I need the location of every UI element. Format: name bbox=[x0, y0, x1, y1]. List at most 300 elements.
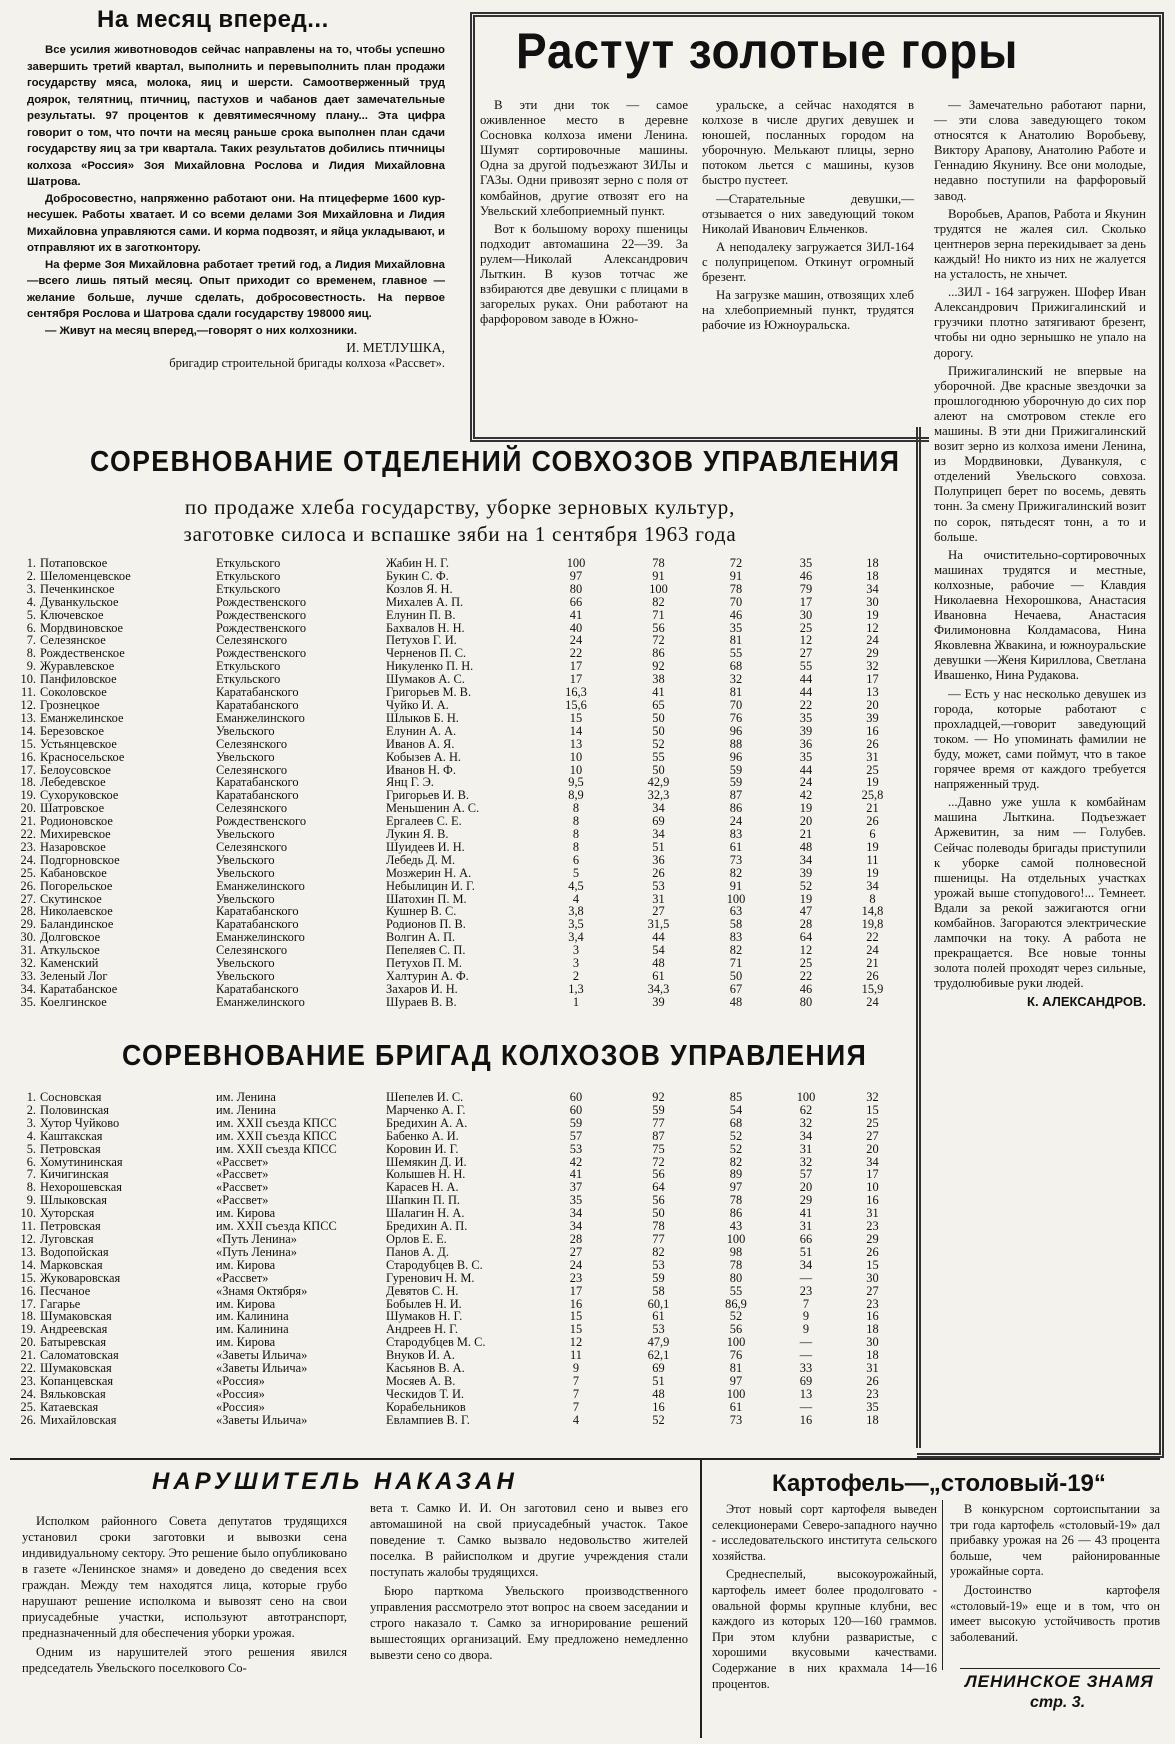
organization: Рождественского bbox=[216, 607, 307, 622]
value-cell: 77 bbox=[652, 1231, 665, 1246]
table-row bbox=[14, 764, 904, 777]
value-cell: 39 bbox=[652, 994, 665, 1009]
value-cell: 87 bbox=[652, 1128, 665, 1143]
paragraph: На ферме Зоя Михайловна работает третий год, а Лидия Михайловна—всего лишь пятый месяц. Опыт приходит со временем, главное —желание больше, лучше сделать, добросовестность. На первое сентября Рослова и Шатрова сдали государству 198000 яиц. bbox=[27, 258, 445, 320]
value-cell: 77 bbox=[652, 1115, 665, 1130]
value-cell: 44 bbox=[799, 685, 813, 700]
value-cell: 61 bbox=[652, 969, 665, 983]
organization: им. Кирова bbox=[216, 1335, 276, 1350]
organization: Еманжелинского bbox=[216, 994, 305, 1009]
value-cell: 31,5 bbox=[647, 917, 670, 932]
value-cell: 41 bbox=[799, 1206, 813, 1221]
row-number: 11. bbox=[20, 685, 36, 700]
value-cell: 71 bbox=[729, 956, 743, 971]
value-cell: 16,3 bbox=[565, 685, 587, 700]
manager: Захаров И. Н. bbox=[386, 981, 458, 996]
value-cell: 34 bbox=[799, 852, 813, 867]
row-number: 10. bbox=[20, 1206, 36, 1221]
organization: им. Ленина bbox=[216, 1090, 276, 1104]
value-cell: 18 bbox=[866, 556, 879, 570]
manager: Черненов П. С. bbox=[386, 646, 467, 661]
table-row bbox=[14, 570, 904, 583]
value-cell: 56 bbox=[652, 1193, 665, 1208]
value-cell: 23 bbox=[866, 1386, 879, 1401]
competition1-subtitle-2: заготовке силоса и вспашке зяби на 1 сентября 1963 года bbox=[183, 522, 737, 546]
row-number: 15. bbox=[20, 1270, 36, 1285]
row-number: 34. bbox=[20, 981, 36, 996]
value-cell: 23 bbox=[866, 1296, 879, 1311]
value-cell: — bbox=[799, 1348, 813, 1363]
table-row bbox=[14, 1117, 904, 1130]
value-cell: 27 bbox=[569, 1244, 583, 1259]
manager: Бредихин А. П. bbox=[386, 1219, 468, 1234]
row-number: 13. bbox=[20, 710, 36, 725]
value-cell: 16 bbox=[652, 1399, 665, 1414]
row-number: 4. bbox=[26, 594, 36, 609]
footer-page-number: стр. 3. bbox=[1030, 1694, 1086, 1711]
organization: Каратабанского bbox=[216, 775, 299, 790]
value-cell: 11 bbox=[570, 1348, 582, 1363]
value-cell: 38 bbox=[652, 672, 665, 687]
unit-name: Шеломенцевское bbox=[40, 568, 131, 583]
value-cell: 61 bbox=[652, 1309, 665, 1324]
value-cell: 86 bbox=[729, 1206, 743, 1221]
row-number: 13. bbox=[20, 1244, 36, 1259]
unit-name: Кичигинская bbox=[40, 1167, 109, 1182]
value-cell: 23 bbox=[799, 1283, 813, 1298]
organization: Селезянского bbox=[216, 633, 288, 648]
value-cell: 80 bbox=[569, 581, 583, 596]
value-cell: 34,3 bbox=[647, 981, 670, 996]
value-cell: 41 bbox=[569, 1167, 583, 1182]
unit-name: Шлыковская bbox=[40, 1193, 107, 1208]
value-cell: 96 bbox=[729, 723, 743, 738]
value-cell: 59 bbox=[652, 1102, 665, 1117]
unit-name: Дуванкульское bbox=[40, 594, 119, 609]
manager: Букин С. Ф. bbox=[386, 568, 449, 583]
unit-name: Скутинское bbox=[40, 891, 102, 906]
row-number: 22. bbox=[20, 827, 36, 842]
unit-name: Зеленый Лог bbox=[40, 969, 108, 983]
unit-name: Копанцевская bbox=[40, 1373, 114, 1388]
organization: «Рассвет» bbox=[216, 1167, 269, 1182]
value-cell: 18 bbox=[866, 1322, 879, 1337]
value-cell: 100 bbox=[726, 1386, 746, 1401]
paragraph: — Есть у нас несколько девушек из города, которые работают с прохладцей,—говорит заведующий током. — Но упоминать фамилии не буду, может, сами поймут, что в такое горячее время от каждого требуется напряженный труд. bbox=[934, 686, 1146, 792]
unit-name: Баландинское bbox=[40, 917, 114, 932]
value-cell: 10 bbox=[866, 1180, 879, 1195]
value-cell: 34 bbox=[569, 1206, 583, 1221]
value-cell: 19 bbox=[866, 775, 879, 790]
manager: Мосяев А. В. bbox=[386, 1373, 456, 1388]
value-cell: 9 bbox=[572, 1361, 580, 1376]
value-cell: 23 bbox=[866, 1219, 879, 1234]
value-cell: 26 bbox=[866, 736, 879, 751]
value-cell: 42 bbox=[569, 1154, 583, 1169]
row-number: 32. bbox=[20, 956, 36, 971]
value-cell: 35 bbox=[799, 710, 813, 725]
value-cell: 80 bbox=[799, 994, 813, 1009]
organization: «Россия» bbox=[216, 1386, 265, 1401]
table-row bbox=[14, 1233, 904, 1246]
manager: Жабин Н. Г. bbox=[386, 556, 449, 570]
organization: им. XXII съезда КПСС bbox=[216, 1219, 337, 1234]
value-cell: 12 bbox=[569, 1335, 583, 1350]
value-cell: 27 bbox=[799, 646, 813, 661]
value-cell: 71 bbox=[652, 607, 665, 622]
value-cell: 76 bbox=[729, 710, 743, 725]
value-cell: 98 bbox=[729, 1244, 743, 1259]
row-number: 9. bbox=[26, 1193, 36, 1208]
unit-name: Лебедевское bbox=[40, 775, 106, 790]
unit-name: Соколовское bbox=[40, 685, 107, 700]
value-cell: 56 bbox=[652, 620, 665, 635]
row-number: 35. bbox=[20, 994, 36, 1009]
row-number: 15. bbox=[20, 736, 36, 751]
paragraph: Воробьев, Арапов, Работа и Якунин трудятся не жалея сил. Сколько центнеров зерна перекидывает за день каждый! Но никто из них не жалуется на усталость, не хнычет. bbox=[934, 206, 1146, 282]
row-number: 19. bbox=[20, 788, 36, 803]
value-cell: 16 bbox=[799, 1412, 813, 1427]
unit-name: Вяльковская bbox=[40, 1386, 106, 1401]
manager: Иванов А. Я. bbox=[386, 736, 455, 751]
row-number: 27. bbox=[20, 891, 36, 906]
paragraph: ...Давно уже ушла к комбайнам машина Лыткина. Подъезжает Аржевитин, за ним — Голубев. Сейчас полеводы бригады приступили к уборке самой полновесной пшеницы. На отдельных участках урожай выше стопудового!... Темнеет. Вдали за рекой зажигаются огни комбайнов. Загораются электрические лампочки на току. А работа не прекращается. Все новые тонны золота полей проходят через сильные, трудолюбивые руки людей. bbox=[934, 795, 1146, 991]
table-row bbox=[14, 751, 904, 764]
value-cell: 59 bbox=[729, 762, 743, 777]
manager: Козлов Я. Н. bbox=[386, 581, 453, 596]
row-number: 26. bbox=[20, 1412, 36, 1427]
value-cell: 43 bbox=[729, 1219, 743, 1234]
value-cell: 55 bbox=[652, 749, 665, 764]
paragraph: ...ЗИЛ - 164 загружен. Шофер Иван Александрович Прижигалинский и грузчики плотно затягивают брезент, чтобы ни одно зернышко не упало на дорогу. bbox=[934, 285, 1146, 360]
unit-name: Николаевское bbox=[40, 904, 113, 919]
row-number: 29. bbox=[20, 917, 36, 932]
value-cell: 6 bbox=[572, 852, 580, 867]
value-cell: 24 bbox=[799, 775, 813, 790]
value-cell: 35 bbox=[729, 620, 743, 635]
row-number: 25. bbox=[20, 1399, 36, 1414]
value-cell: 30 bbox=[866, 1335, 879, 1350]
table-row bbox=[14, 725, 904, 738]
value-cell: 15 bbox=[866, 1257, 879, 1272]
value-cell: 50 bbox=[729, 969, 743, 983]
value-cell: 20 bbox=[866, 1141, 879, 1156]
value-cell: 55 bbox=[729, 1283, 743, 1298]
paragraph: уральске, а сейчас находятся в колхозе в числе других девушек и юношей, посланных городом на уборочную. Мелькают плицы, зерно потоком льется с машины, кузов быстро пустеет. bbox=[702, 98, 914, 188]
value-cell: 16 bbox=[866, 1309, 879, 1324]
value-cell: 35 bbox=[866, 1399, 879, 1414]
value-cell: 68 bbox=[729, 1115, 743, 1130]
value-cell: 14 bbox=[569, 723, 583, 738]
row-number: 7. bbox=[26, 633, 36, 648]
value-cell: 14,8 bbox=[861, 904, 884, 919]
value-cell: 61 bbox=[729, 1399, 743, 1414]
potato-col-2 bbox=[950, 1502, 1160, 1648]
unit-name: Каратабанское bbox=[40, 981, 118, 996]
value-cell: 24 bbox=[866, 994, 879, 1009]
paragraph: А неподалеку загружается ЗИЛ-164 с полуприцепом. Откинут огромный брезент. bbox=[702, 239, 914, 285]
value-cell: — bbox=[799, 1399, 813, 1414]
value-cell: 31 bbox=[799, 1219, 813, 1234]
paragraph: —Старательные девушки,—отзывается о них заведующий током Николай Иванович Ельченков. bbox=[702, 191, 914, 236]
violator-title: НАРУШИТЕЛЬ НАКАЗАН bbox=[152, 1468, 518, 1495]
manager: Петухов Г. И. bbox=[386, 633, 457, 648]
manager: Орлов Е. Е. bbox=[386, 1231, 447, 1246]
value-cell: 7 bbox=[572, 1386, 580, 1401]
organization: «Заветы Ильича» bbox=[216, 1361, 308, 1376]
value-cell: 22 bbox=[799, 697, 813, 712]
value-cell: 21 bbox=[866, 801, 879, 816]
value-cell: 100 bbox=[796, 1090, 816, 1104]
paragraph: Исполком районного Совета депутатов трудящихся установил сроки заготовки и вывозки сена индивидуальному сектору. Это решение было опубликовано в газете «Ленинское знамя» и доведено до сведения всех граждан. Между тем находятся лица, которые грубо нарушают решение исполкома и вывозят сено на свои приусадебные участки, используют автотранспорт, предназначенный для обеспечения уборки урожая. bbox=[22, 1514, 347, 1640]
value-cell: 44 bbox=[799, 672, 813, 687]
value-cell: 70 bbox=[729, 697, 743, 712]
value-cell: 8 bbox=[572, 827, 580, 842]
value-cell: 30 bbox=[799, 607, 813, 622]
main-article-col-2 bbox=[702, 98, 914, 336]
value-cell: 31 bbox=[652, 891, 665, 906]
value-cell: 80 bbox=[729, 1270, 743, 1285]
unit-name: Песчаное bbox=[40, 1283, 91, 1298]
unit-name: Панфиловское bbox=[40, 672, 117, 687]
value-cell: 34 bbox=[652, 827, 665, 842]
organization: Рождественского bbox=[216, 620, 307, 635]
organization: Увельского bbox=[216, 956, 275, 971]
manager: Шемякин Д. И. bbox=[386, 1154, 467, 1169]
value-cell: 40 bbox=[569, 620, 583, 635]
value-cell: 8 bbox=[869, 891, 876, 906]
value-cell: 73 bbox=[729, 852, 743, 867]
potato-divider bbox=[942, 1500, 943, 1670]
unit-name: Шумаковская bbox=[40, 1361, 112, 1376]
unit-name: Устьянцевское bbox=[40, 736, 117, 751]
unit-name: Хомутининская bbox=[40, 1154, 123, 1169]
row-number: 5. bbox=[26, 607, 36, 622]
unit-name: Жуковаровская bbox=[40, 1270, 121, 1285]
value-cell: 35 bbox=[569, 1193, 583, 1208]
organization: «Заветы Ильича» bbox=[216, 1348, 308, 1363]
value-cell: 92 bbox=[652, 659, 665, 674]
organization: Еткульского bbox=[216, 672, 281, 687]
value-cell: 18 bbox=[866, 1412, 879, 1427]
value-cell: 4 bbox=[572, 891, 580, 906]
paragraph: Одним из нарушителей этого решения явился председатель Увельского поселкового Со- bbox=[22, 1645, 347, 1675]
table-row bbox=[14, 996, 904, 1009]
value-cell: 52 bbox=[652, 736, 665, 751]
manager: Михалев А. П. bbox=[386, 594, 464, 609]
row-number: 12. bbox=[20, 1231, 36, 1246]
value-cell: 51 bbox=[652, 839, 665, 854]
bottom-rule bbox=[10, 1458, 1160, 1460]
value-cell: 44 bbox=[652, 930, 665, 945]
unit-name: Березовское bbox=[40, 723, 104, 738]
paragraph: Среднеспелый, высокоурожайный, картофель имеет более продолговатo - овальной формы крупные клубни, вес каждого из которых 120—160 граммов. При этом клубни разваристые, с хорошими вкусовыми качествами. Содержание в них крахмала 14—16 процентов. bbox=[712, 1567, 937, 1691]
manager: Чуйко И. А. bbox=[386, 697, 449, 712]
value-cell: 16 bbox=[569, 1296, 583, 1311]
organization: Еманжелинского bbox=[216, 710, 305, 725]
table-row bbox=[14, 815, 904, 828]
row-number: 11. bbox=[20, 1219, 36, 1234]
manager: Гуренович Н. М. bbox=[386, 1270, 475, 1285]
organization: им. XXII съезда КПСС bbox=[216, 1115, 337, 1130]
unit-name: Каменский bbox=[40, 956, 99, 971]
value-cell: 7 bbox=[572, 1373, 580, 1388]
value-cell: 3 bbox=[572, 943, 580, 958]
manager: Небылицин И. Г. bbox=[386, 878, 475, 893]
table-row bbox=[14, 1285, 904, 1298]
row-number: 24. bbox=[20, 852, 36, 867]
value-cell: 56 bbox=[729, 1322, 743, 1337]
manager: Корабельников bbox=[386, 1399, 466, 1414]
value-cell: 34 bbox=[799, 1257, 813, 1272]
value-cell: 33 bbox=[799, 1361, 813, 1376]
paragraph: — Живут на месяц вперед,—говорят о них колхозники. bbox=[45, 324, 358, 337]
paragraph: В конкурсном сортоиспытании за три года картофель «столовый-19» дал прибавку урожая на 26 — 43 процента больше, чем районированные урожайные сорта. bbox=[950, 1502, 1160, 1579]
organization: Увельского bbox=[216, 852, 275, 867]
organization: им. Калинина bbox=[216, 1322, 289, 1337]
value-cell: 19 bbox=[866, 607, 879, 622]
organization: «Знамя Октября» bbox=[216, 1283, 308, 1298]
value-cell: 41 bbox=[569, 607, 583, 622]
organization: Увельского bbox=[216, 723, 275, 738]
organization: Увельского bbox=[216, 891, 275, 906]
manager: Шапкин П. П. bbox=[386, 1193, 461, 1208]
value-cell: 31 bbox=[799, 1141, 813, 1156]
value-cell: 72 bbox=[652, 633, 665, 648]
value-cell: 32 bbox=[866, 1090, 879, 1104]
row-number: 2. bbox=[26, 1102, 36, 1117]
value-cell: 57 bbox=[569, 1128, 583, 1143]
paragraph: В эти дни ток — самое оживленное место в деревне Сосновка колхоза имени Ленина. Шумят сортировочные машины. Одна за другой подъезжают ЗИЛы и ГАЗы. Одни привозят зерно с поля от комбайнов, другие отвозят его на Увельский хлебоприемный пункт. bbox=[480, 98, 688, 218]
table-row bbox=[14, 1168, 904, 1181]
table-row bbox=[14, 1310, 904, 1323]
value-cell: 10 bbox=[569, 749, 583, 764]
organization: Каратабанского bbox=[216, 917, 299, 932]
paragraph: вета т. Самко И. И. Он заготовил сено и вывез его автомашиной на свой приусадебный участок. Такое поведение т. Самко вызвало недовольство жителей поселка. В райисполком и другие учреждения стали поступать жалобы трудящихся. bbox=[370, 1501, 688, 1579]
value-cell: 8,9 bbox=[568, 788, 584, 803]
row-number: 1. bbox=[26, 1090, 36, 1104]
value-cell: 23 bbox=[569, 1270, 583, 1285]
value-cell: 32,3 bbox=[647, 788, 670, 803]
value-cell: 54 bbox=[729, 1102, 743, 1117]
value-cell: 69 bbox=[652, 1361, 665, 1376]
organization: Увельского bbox=[216, 827, 275, 842]
author-role: бригадир строительной бригады колхоза «Рассвет». bbox=[169, 356, 445, 370]
table-row bbox=[14, 1246, 904, 1259]
unit-name: Журавлевское bbox=[40, 659, 115, 674]
value-cell: 78 bbox=[729, 581, 743, 596]
value-cell: 12 bbox=[866, 620, 879, 635]
value-cell: 100 bbox=[649, 581, 668, 596]
value-cell: 63 bbox=[729, 904, 743, 919]
value-cell: 97 bbox=[729, 1373, 743, 1388]
row-number: 7. bbox=[26, 1167, 36, 1182]
manager: Волгин А. П. bbox=[386, 930, 456, 945]
manager: Григорьев И. В. bbox=[386, 788, 469, 803]
paragraph: — Замечательно работают парни, — эти слова заведующего током относятся к Анатолию Воробьеву, Виктору Арапову, Анатолию Работе и Геннадию Якунину. Все они молодые, недавно поступили на фарфоровый завод. bbox=[934, 98, 1146, 203]
value-cell: 66 bbox=[799, 1231, 813, 1246]
value-cell: 75 bbox=[652, 1141, 665, 1156]
unit-name: Ключевское bbox=[40, 607, 104, 622]
article-title: На месяц вперед... bbox=[97, 6, 329, 33]
manager: Родионов П. В. bbox=[386, 917, 466, 932]
value-cell: — bbox=[799, 1270, 813, 1285]
row-number: 33. bbox=[20, 969, 36, 983]
manager: Коровин И. Г. bbox=[386, 1141, 459, 1156]
value-cell: 26 bbox=[652, 865, 665, 880]
manager: Шуидеев И. Н. bbox=[386, 839, 465, 854]
value-cell: 28 bbox=[569, 1231, 583, 1246]
manager: Марченко А. Г. bbox=[386, 1102, 466, 1117]
value-cell: 76 bbox=[729, 1348, 743, 1363]
table-row bbox=[14, 1388, 904, 1401]
unit-name: Коелгинское bbox=[40, 994, 107, 1009]
value-cell: 27 bbox=[866, 1283, 879, 1298]
row-number: 8. bbox=[26, 1180, 36, 1195]
value-cell: 3,5 bbox=[568, 917, 584, 932]
manager: Ергалеев С. Е. bbox=[386, 814, 462, 829]
table-row bbox=[14, 609, 904, 622]
organization: Селезянского bbox=[216, 943, 288, 958]
unit-name: Назаровское bbox=[40, 839, 106, 854]
value-cell: 34 bbox=[866, 581, 879, 596]
table-row bbox=[14, 583, 904, 596]
value-cell: 50 bbox=[652, 1206, 665, 1221]
table-row bbox=[14, 686, 904, 699]
main-article-col-1 bbox=[480, 98, 688, 330]
row-number: 5. bbox=[26, 1141, 36, 1156]
organization: Каратабанского bbox=[216, 788, 299, 803]
value-cell: 83 bbox=[729, 827, 743, 842]
value-cell: 22 bbox=[799, 969, 813, 983]
organization: Рождественского bbox=[216, 594, 307, 609]
row-number: 31. bbox=[20, 943, 36, 958]
unit-name: Печенкинское bbox=[40, 581, 115, 596]
row-number: 17. bbox=[20, 762, 36, 777]
value-cell: 4 bbox=[572, 1412, 580, 1427]
value-cell: 17 bbox=[866, 672, 879, 687]
organization: «Путь Ленина» bbox=[216, 1244, 297, 1259]
value-cell: 2 bbox=[572, 969, 580, 983]
value-cell: 9,5 bbox=[568, 775, 584, 790]
organization: Рождественского bbox=[216, 814, 307, 829]
value-cell: 26 bbox=[866, 969, 879, 983]
value-cell: 82 bbox=[652, 594, 665, 609]
value-cell: 19 bbox=[866, 839, 879, 854]
value-cell: — bbox=[799, 1335, 813, 1350]
paragraph: Бюро парткома Увельского производственного управления рассмотрело этот вопрос на своем заседании и строго наказало т. Самко за игнорирование решений вышестоящих организаций. Ему предложено немедленно вывезти сено со двора. bbox=[370, 1584, 688, 1662]
unit-name: Нехорошевская bbox=[40, 1180, 122, 1195]
value-cell: 15,6 bbox=[565, 697, 587, 712]
table-row bbox=[14, 893, 904, 906]
row-number: 2. bbox=[26, 568, 36, 583]
value-cell: 91 bbox=[652, 568, 665, 583]
paragraph: На загрузке машин, отвозящих хлеб на хлебоприемный пункт, трудятся рабочие из Южноуральска. bbox=[702, 288, 914, 333]
organization: Селезянского bbox=[216, 839, 288, 854]
vertical-divider bbox=[700, 1460, 702, 1738]
unit-name: Селезянское bbox=[40, 633, 106, 648]
value-cell: 9 bbox=[802, 1309, 810, 1324]
organization: им. Кирова bbox=[216, 1296, 276, 1311]
value-cell: 54 bbox=[652, 943, 665, 958]
value-cell: 44 bbox=[799, 762, 813, 777]
value-cell: 47,9 bbox=[647, 1335, 670, 1350]
organization: Каратабанского bbox=[216, 904, 299, 919]
paragraph: Все усилия животноводов сейчас направлены на то, чтобы успешно завершить третий квартал, выполнить и перевыполнить план продажи государству мяса, молока, яиц и шерсти. Самоотверженный труд доярок, телятниц, птичниц, пастухов и чабанов дает замечательные результаты. 97 процентов к девятимесячному плану... Эта цифра говорит о том, что почти на месяц раньше срока выполнен план сдачи государству яиц за три квартала. Таких результатов добились птичницы колхоза «Россия» Зоя Михайловна Рослова и Лидия Михайловна Шатрова. bbox=[27, 44, 445, 188]
manager: Колышев Н. Н. bbox=[386, 1167, 466, 1182]
value-cell: 81 bbox=[729, 685, 743, 700]
value-cell: 8 bbox=[572, 814, 580, 829]
